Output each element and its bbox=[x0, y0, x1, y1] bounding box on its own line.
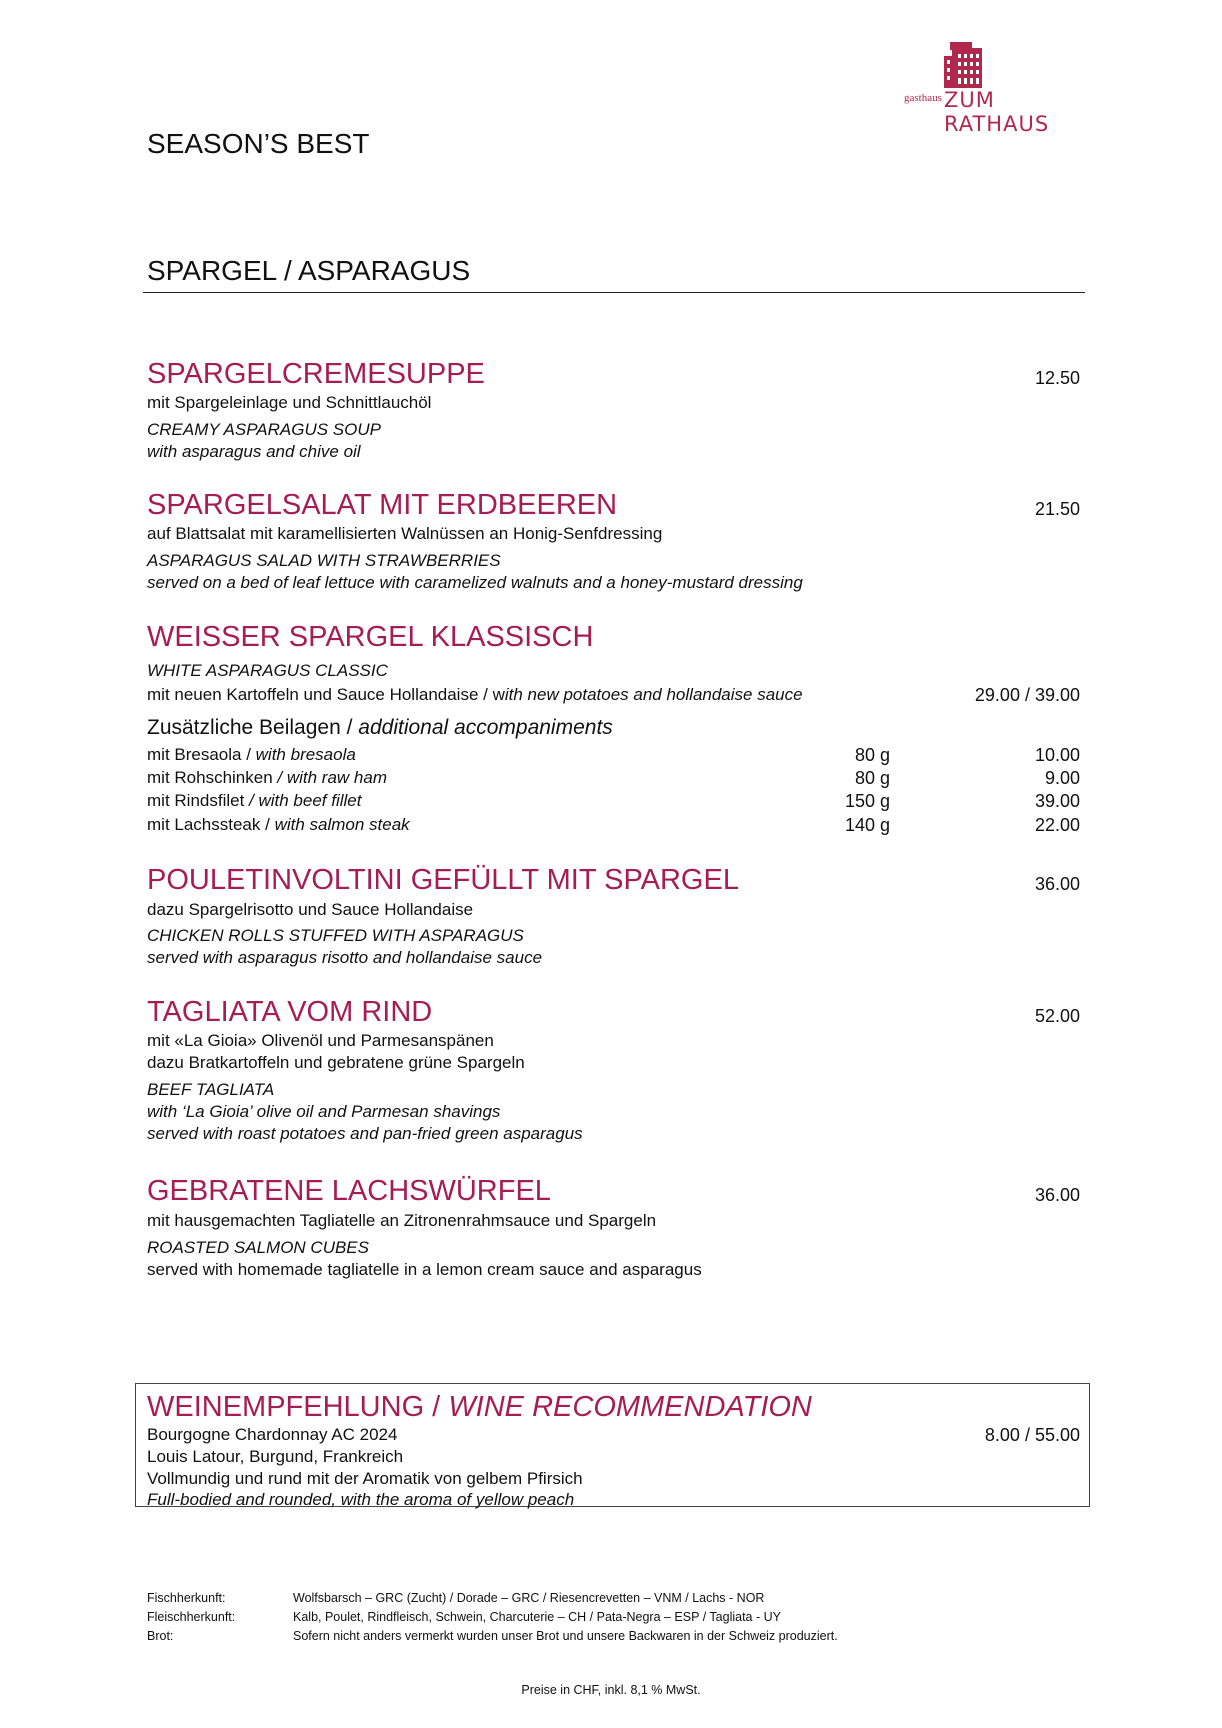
wine-producer: Louis Latour, Burgund, Frankreich bbox=[147, 1447, 404, 1466]
origin-label: Fleischherkunft: bbox=[147, 1610, 236, 1624]
extra-label bbox=[147, 768, 387, 788]
dish-description-de: dazu Spargelrisotto und Sauce Hollandaise bbox=[147, 900, 474, 919]
extra-label-en: with salmon steak bbox=[274, 815, 410, 834]
extras-heading-en: additional accompaniments bbox=[358, 716, 613, 739]
extra-weight: 140 g bbox=[844, 815, 890, 835]
extra-label bbox=[147, 815, 410, 835]
extras-heading bbox=[147, 716, 613, 740]
dish-title-en: WHITE ASPARAGUS CLASSIC bbox=[147, 661, 388, 680]
wine-title-en: WINE RECOMMENDATION bbox=[448, 1391, 812, 1423]
dish-price: 21.50 bbox=[1034, 499, 1080, 519]
extra-price: 10.00 bbox=[1034, 745, 1080, 765]
dish-description-en: served on a bed of leaf lettuce with caramelized walnuts and a honey-mustard dressing bbox=[147, 573, 803, 592]
dish-title-en: CHICKEN ROLLS STUFFED WITH ASPARAGUS bbox=[147, 926, 524, 945]
extra-label-en: / with raw ham bbox=[277, 768, 387, 787]
extra-label bbox=[147, 791, 361, 811]
extra-label-de: mit Rohschinken bbox=[147, 768, 278, 787]
extra-price: 39.00 bbox=[1034, 791, 1080, 811]
wine-description-de: Vollmundig und rund mit der Aromatik von gelbem Pfirsich bbox=[147, 1469, 583, 1488]
dish-description-en: with asparagus and chive oil bbox=[147, 442, 361, 461]
dish-description bbox=[147, 685, 803, 705]
dish-description-de: mit «La Gioia» Olivenöl und Parmesanspänen bbox=[147, 1031, 494, 1050]
extra-label-de: mit Bresaola / bbox=[147, 745, 256, 764]
dish-title: GEBRATENE LACHSWÜRFEL bbox=[147, 1175, 551, 1207]
dish-description-de-2: dazu Bratkartoffeln und gebratene grüne Spargeln bbox=[147, 1053, 525, 1072]
dish-title: WEISSER SPARGEL KLASSISCH bbox=[147, 621, 594, 653]
logo-small-text: gasthaus bbox=[904, 92, 942, 104]
dish-price: 29.00 / 39.00 bbox=[974, 685, 1080, 705]
dish-title: SPARGELCREMESUPPE bbox=[147, 358, 485, 390]
extra-label-de: mit Rindsfilet bbox=[147, 791, 250, 810]
dish-description-en: served with homemade tagliatelle in a lemon cream sauce and asparagus bbox=[147, 1260, 702, 1279]
dish-description-de: auf Blattsalat mit karamellisierten Walnüssen an Honig-Senfdressing bbox=[147, 524, 663, 543]
building-icon bbox=[942, 40, 988, 88]
extra-weight: 80 g bbox=[854, 745, 890, 765]
dish-description-en: with ‘La Gioia’ olive oil and Parmesan shavings bbox=[147, 1102, 501, 1121]
wine-description-en: Full-bodied and rounded, with the aroma of yellow peach bbox=[147, 1490, 575, 1509]
extras-heading-de: Zusätzliche Beilagen / bbox=[147, 716, 359, 739]
dish-title: POULETINVOLTINI GEFÜLLT MIT SPARGEL bbox=[147, 864, 739, 896]
origin-value: Sofern nicht anders vermerkt wurden unser Brot und unsere Backwaren in der Schweiz produziert. bbox=[293, 1629, 838, 1643]
wine-title-de: WEINEMPFEHLUNG / bbox=[147, 1391, 449, 1423]
wine-title bbox=[147, 1391, 812, 1424]
section-divider bbox=[143, 292, 1085, 293]
dish-title: TAGLIATA VOM RIND bbox=[147, 996, 433, 1028]
dish-description-en: ith new potatoes and hollandaise sauce bbox=[504, 685, 803, 704]
dish-title-en: ASPARAGUS SALAD WITH STRAWBERRIES bbox=[147, 551, 501, 570]
extra-label-de: mit Lachssteak / bbox=[147, 815, 275, 834]
dish-price: 52.00 bbox=[1034, 1006, 1080, 1026]
origin-label: Fischherkunft: bbox=[147, 1591, 226, 1605]
dish-title: SPARGELSALAT MIT ERDBEEREN bbox=[147, 489, 618, 521]
logo-name: ZUM RATHAUS bbox=[944, 88, 1050, 136]
dish-description-en: served with asparagus risotto and hollandaise sauce bbox=[147, 948, 543, 967]
dish-price: 12.50 bbox=[1034, 368, 1080, 388]
page-title: SEASON’S BEST bbox=[147, 128, 370, 159]
extra-weight: 150 g bbox=[844, 791, 890, 811]
extra-label-en: / with beef fillet bbox=[249, 791, 362, 810]
extra-label bbox=[147, 745, 356, 765]
dish-title-en: ROASTED SALMON CUBES bbox=[147, 1238, 369, 1257]
origin-value: Wolfsbarsch – GRC (Zucht) / Dorade – GRC / Riesencrevetten – VNM / Lachs - NOR bbox=[293, 1591, 765, 1605]
origin-value: Kalb, Poulet, Rindfleisch, Schwein, Charcuterie – CH / Pata-Negra – ESP / Tagliata - UY bbox=[293, 1610, 781, 1624]
extra-price: 22.00 bbox=[1034, 815, 1080, 835]
wine-name: Bourgogne Chardonnay AC 2024 bbox=[147, 1425, 398, 1444]
dish-price: 36.00 bbox=[1034, 1185, 1080, 1205]
dish-price: 36.00 bbox=[1034, 874, 1080, 894]
price-note: Preise in CHF, inkl. 8,1 % MwSt. bbox=[521, 1683, 701, 1697]
origin-label: Brot: bbox=[147, 1629, 174, 1643]
extra-label-en: with bresaola bbox=[255, 745, 356, 764]
dish-title-en: CREAMY ASPARAGUS SOUP bbox=[147, 420, 381, 439]
dish-description-de: mit hausgemachten Tagliatelle an Zitronenrahmsauce und Spargeln bbox=[147, 1211, 657, 1230]
wine-price: 8.00 / 55.00 bbox=[984, 1425, 1080, 1445]
section-title: SPARGEL / ASPARAGUS bbox=[147, 255, 471, 286]
extra-price: 9.00 bbox=[1044, 768, 1080, 788]
dish-title-en: BEEF TAGLIATA bbox=[147, 1080, 275, 1099]
restaurant-logo bbox=[900, 40, 1100, 136]
dish-description-de: mit neuen Kartoffeln und Sauce Hollandaise / w bbox=[147, 685, 505, 704]
dish-description-de: mit Spargeleinlage und Schnittlauchöl bbox=[147, 393, 432, 412]
extra-weight: 80 g bbox=[854, 768, 890, 788]
dish-description-en-2: served with roast potatoes and pan-fried green asparagus bbox=[147, 1124, 583, 1143]
